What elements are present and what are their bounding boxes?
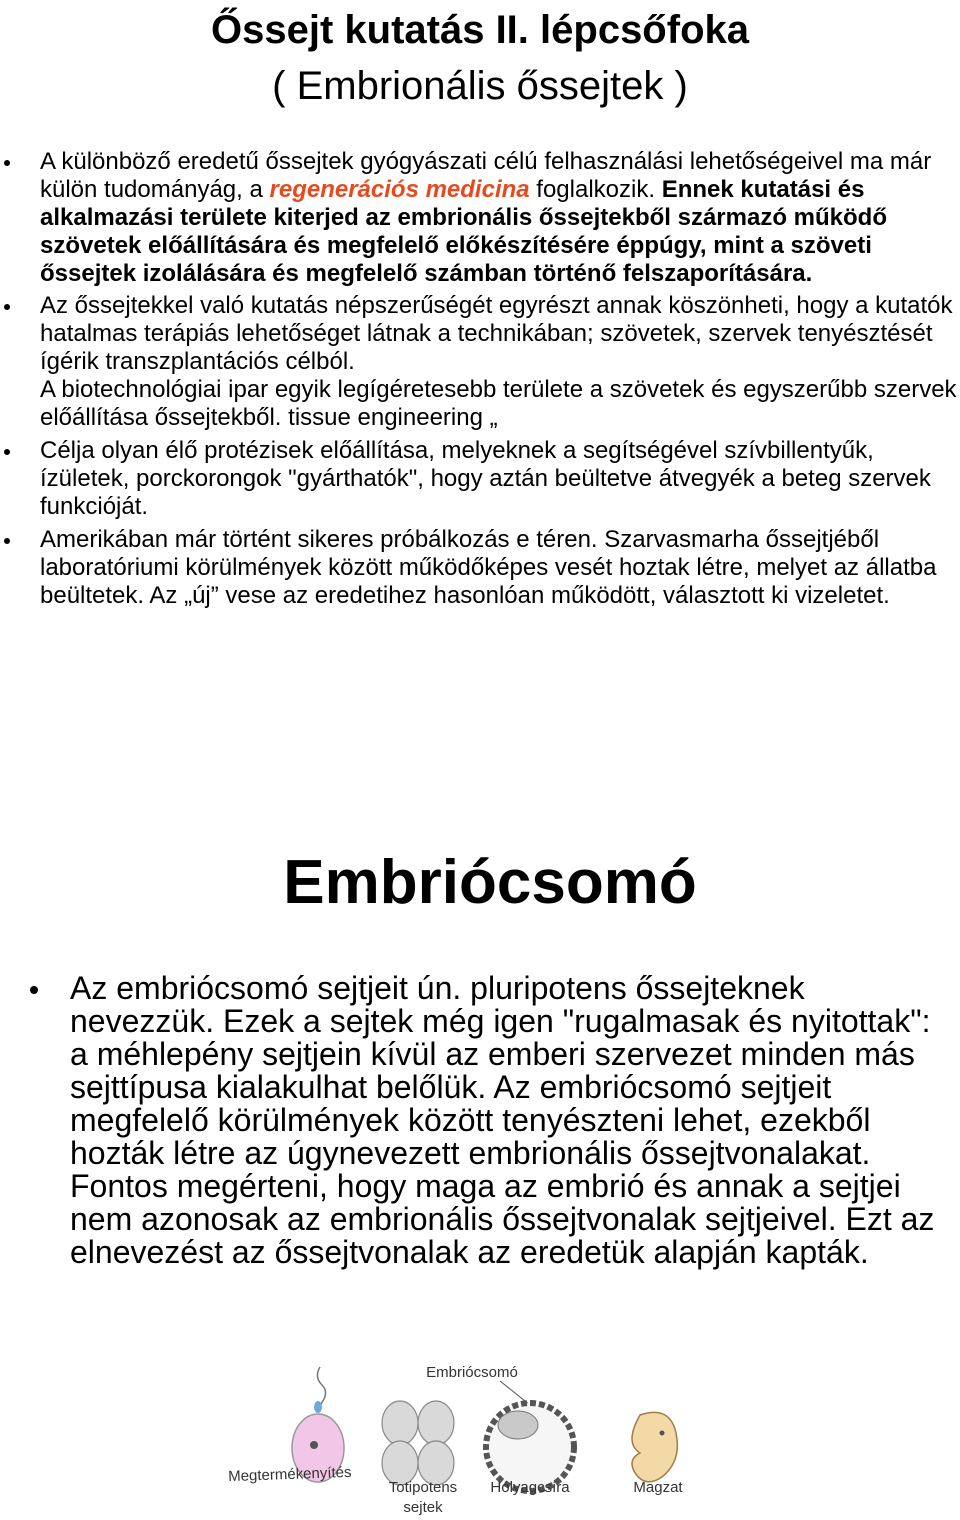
- fetus-icon: [632, 1412, 677, 1481]
- bullet-dot: [4, 160, 10, 166]
- bullet-text: Célja olyan élő protézisek előállítása, melyeknek a segítségével szívbillentyűk, ízületek, porckorongok "gyárthatók", hogy aztán beültetve átvegyék a beteg szervek funkcióját.: [40, 437, 931, 520]
- bullet-text: Amerikában már történt sikeres próbálkozás e téren. Szarvasmarha őssejtjéből laboratóriumi körülmények között működőképes vesét hoztak létre, melyet az állatba beültetek. Az „új” vese az eredetihez hasonlóan működött, választott ki vizeletet.: [40, 526, 937, 609]
- label-embryoblast: Embriócsomó: [426, 1364, 518, 1381]
- label-fertilization: Megtermékenyítés: [227, 1463, 352, 1486]
- section-title: Embriócsomó: [283, 848, 697, 917]
- bullet-text: Az őssejtekkel való kutatás népszerűségét egyrészt annak köszönheti, hogy a kutatók hatalmas terápiás lehetőséget látnak a technikában; szövetek, szervek tenyésztését ígérik transzplantációs célból.: [40, 292, 953, 375]
- page-subtitle: ( Embrionális őssejtek ): [272, 64, 688, 108]
- bullet-dot: [4, 449, 10, 455]
- bullet-popularity: [0, 292, 960, 432]
- bullet-prostheses: [0, 437, 960, 521]
- page-title: Őssejt kutatás II. lépcsőfoka: [211, 8, 749, 52]
- bullet-text-bold: Ennek kutatási és alkalmazási területe kiterjed az embrionális őssejtekből származó működő szövetek előállítására és megfelelő előkészítésére éppúgy, mint a szöveti őssejtek izolálására és megfelelő számban történő felszaporítására.: [40, 176, 887, 287]
- bullet-dot: [4, 304, 10, 310]
- embryo-development-diagram: [200, 1355, 740, 1520]
- bullet-text: Az embriócsomó sejtjeit ún. pluripotens őssejteknek nevezzük. Ezek a sejtek még igen "rugalmasak és nyitottak": a méhlepény sejtjein kívül az emberi szervezet minden más sejttípusa kialakulhat belőlük. Az embriócsomó sejtjeit megfelelő körülmények között tenyészteni lehet, ezekből hozták létre az úgynevezett embrionális őssejtvonalakat. Fontos megérteni, hogy maga az embrió és annak a sejtjei nem azonosak az embrionális őssejtvonalak sejtjeivel. Ezt az elnevezést az őssejtvonalak az eredetük alapján kapták.: [70, 970, 935, 1270]
- bullet-list-embryo: [0, 972, 960, 1269]
- bullet-pluripotent: [0, 972, 960, 1269]
- blastocyst-icon: [486, 1403, 574, 1491]
- bullet-dot: [30, 986, 38, 994]
- label-fetus: Magzat: [633, 1479, 683, 1496]
- highlight-term: regenerációs medicina: [269, 176, 530, 203]
- bullet-dot: [4, 538, 10, 544]
- bullet-regenerative-medicine: [0, 148, 960, 288]
- totipotent-cells-icon: [382, 1401, 454, 1485]
- bullet-list-research: [0, 148, 960, 610]
- label-blastocyst: Hólyagcsíra: [490, 1479, 570, 1496]
- label-totipotent-cells: sejtek: [403, 1499, 443, 1516]
- bullet-text: tissue engineering „: [281, 404, 498, 431]
- label-totipotent: Totipotens: [388, 1479, 458, 1496]
- bullet-text: A különböző eredetű őssejtek gyógyászati célú felhasználási lehetőségeivel ma már külön tudományág, a: [40, 148, 932, 203]
- bullet-kidney: [0, 526, 960, 610]
- bullet-text: foglalkozik.: [529, 176, 662, 203]
- bullet-text: A biotechnológiai ipar egyik legígéretesebb területe a szövetek és egyszerűbb szervek előállítása őssejtekből.: [40, 376, 957, 431]
